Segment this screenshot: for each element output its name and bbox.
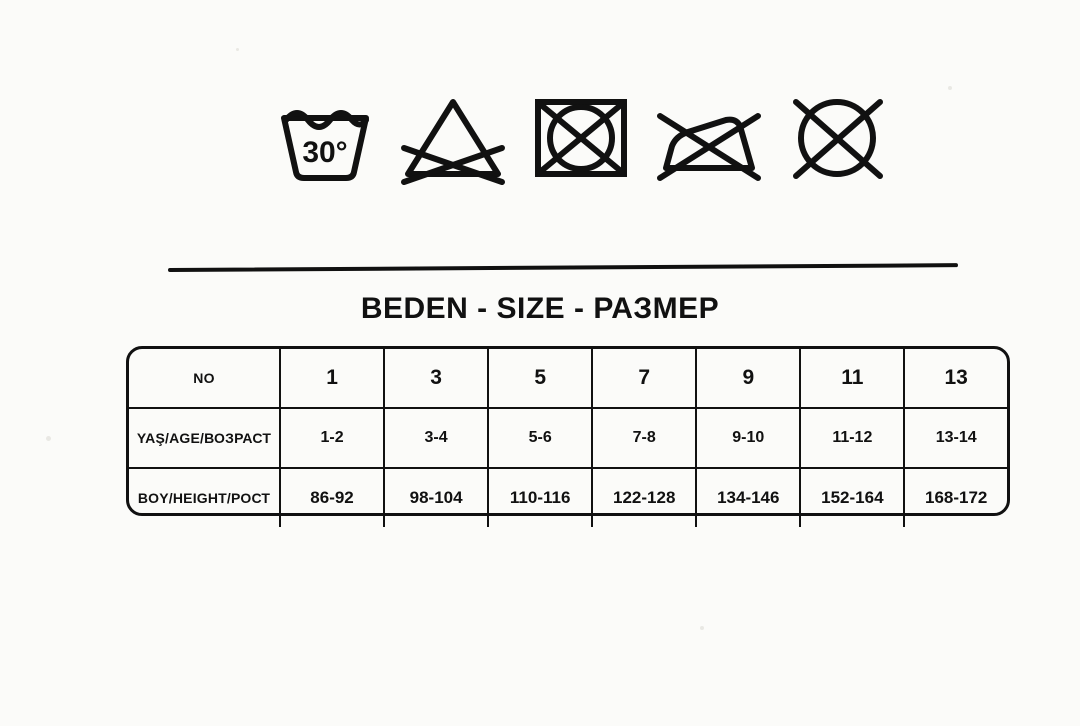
cell-no-4: 7 bbox=[592, 348, 696, 409]
cell-no-5: 9 bbox=[696, 348, 800, 409]
wash-temperature-label: 30° bbox=[302, 136, 348, 169]
cell-no-2: 3 bbox=[384, 348, 488, 409]
table-row bbox=[128, 468, 1009, 529]
paper-speckle bbox=[948, 86, 952, 90]
do-not-tumble-dry-icon bbox=[526, 90, 636, 186]
table-row bbox=[128, 348, 1009, 409]
size-chart-table-container bbox=[126, 346, 1010, 516]
paper-speckle bbox=[46, 436, 51, 441]
do-not-iron-icon bbox=[654, 90, 764, 186]
cell-age-7: 13-14 bbox=[904, 408, 1008, 468]
cell-height-5: 134-146 bbox=[696, 468, 800, 529]
cell-age-3: 5-6 bbox=[488, 408, 592, 468]
cell-age-4: 7-8 bbox=[592, 408, 696, 468]
row-header-age: YAŞ/AGE/ВОЗРАСТ bbox=[128, 408, 281, 468]
table-row bbox=[128, 408, 1009, 468]
paper-speckle bbox=[700, 626, 704, 630]
cell-height-6: 152-164 bbox=[800, 468, 904, 529]
cell-height-7: 168-172 bbox=[904, 468, 1008, 529]
page-title: BEDEN - SIZE - РАЗМЕР bbox=[360, 292, 720, 325]
cell-height-4: 122-128 bbox=[592, 468, 696, 529]
paper-speckle bbox=[236, 48, 239, 51]
cell-no-7: 13 bbox=[904, 348, 1008, 409]
cell-age-2: 3-4 bbox=[384, 408, 488, 468]
care-symbol-item bbox=[526, 90, 636, 186]
cell-height-2: 98-104 bbox=[384, 468, 488, 529]
care-symbol-item bbox=[398, 90, 508, 186]
horizontal-divider bbox=[168, 263, 958, 272]
cell-age-1: 1-2 bbox=[280, 408, 384, 468]
cell-age-5: 9-10 bbox=[696, 408, 800, 468]
care-symbol-item bbox=[270, 90, 380, 186]
cell-age-6: 11-12 bbox=[800, 408, 904, 468]
care-symbol-item bbox=[654, 90, 764, 186]
row-header-height: BOY/HEIGHT/РОСТ bbox=[128, 468, 281, 529]
cell-height-1: 86-92 bbox=[280, 468, 384, 529]
row-header-no: NO bbox=[128, 348, 281, 409]
cell-height-3: 110-116 bbox=[488, 468, 592, 529]
do-not-bleach-icon bbox=[398, 90, 508, 186]
cell-no-3: 5 bbox=[488, 348, 592, 409]
wash-30-icon bbox=[270, 90, 380, 186]
do-not-dry-clean-icon bbox=[782, 90, 892, 186]
size-chart-table bbox=[126, 346, 1010, 530]
care-symbol-item bbox=[782, 90, 892, 186]
cell-no-6: 11 bbox=[800, 348, 904, 409]
care-symbols-row bbox=[270, 88, 870, 188]
cell-no-1: 1 bbox=[280, 348, 384, 409]
